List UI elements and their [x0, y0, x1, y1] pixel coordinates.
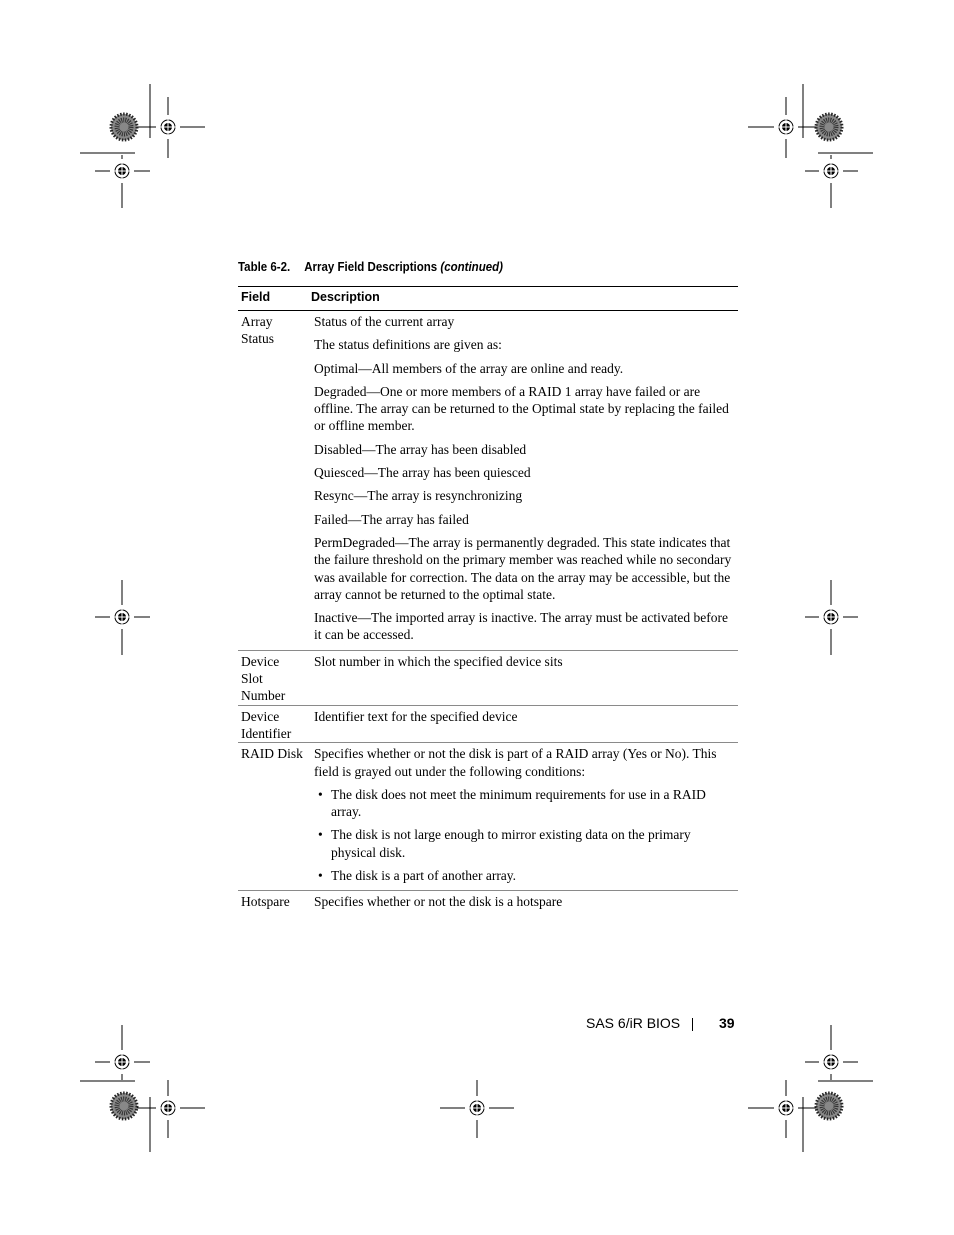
table-row	[238, 891, 738, 917]
description-paragraph	[314, 383, 735, 435]
table-row	[238, 705, 738, 743]
table-body	[238, 311, 738, 917]
field-name-line: Device	[241, 653, 280, 669]
description-text: —The imported array is inactive. The array must be activated before it can be accessed.	[314, 610, 728, 643]
description-cell	[308, 705, 738, 743]
description-paragraph	[314, 653, 735, 670]
field-name-line: Device	[241, 708, 280, 724]
status-term: Inactive	[314, 610, 358, 626]
condition-text: The disk is not large enough to mirror existing data on the primary physical disk.	[331, 827, 691, 860]
field-name-line: Status	[241, 331, 275, 347]
status-term: Degraded	[314, 383, 367, 399]
description-text: Identifier text for the specified device	[314, 708, 518, 724]
condition-list-item	[314, 786, 735, 821]
description-paragraph	[314, 464, 735, 481]
page-number: 39	[719, 1015, 735, 1031]
table-header-row	[238, 287, 738, 311]
table-row	[238, 311, 738, 651]
status-term: PermDegraded	[314, 534, 395, 550]
description-text: —The array has failed	[347, 511, 469, 527]
description-text: —One or more members of a RAID 1 array have failed or are offline. The array can be returned to the Optimal state by replacing the failed or offline member.	[314, 383, 729, 434]
description-text: —The array has been quiesced	[364, 465, 531, 481]
description-cell	[308, 891, 738, 917]
status-term: Failed	[314, 511, 348, 527]
condition-list-item	[314, 867, 735, 884]
condition-text: The disk does not meet the minimum requirements for use in a RAID array.	[331, 786, 706, 820]
field-cell	[238, 743, 308, 891]
field-name-line: Hotspare	[241, 894, 290, 910]
table-continued-label: (continued)	[440, 260, 503, 274]
table-row	[238, 743, 738, 891]
description-text: Specifies whether or not the disk is part of a RAID array (Yes or No). This field is grayed out under the following conditions:	[314, 746, 717, 779]
status-term: Quiesced	[314, 465, 365, 481]
description-paragraph	[314, 313, 735, 330]
description-text: Status of the current array	[314, 314, 455, 329]
condition-text: The disk is a part of another array.	[331, 868, 517, 884]
description-paragraph	[314, 360, 735, 377]
table-row	[238, 650, 738, 705]
description-paragraph	[314, 745, 735, 780]
footer-separator	[692, 1018, 693, 1031]
field-cell	[238, 891, 308, 917]
description-paragraph	[314, 708, 735, 725]
description-cell	[308, 743, 738, 891]
description-paragraph	[314, 534, 735, 603]
bullet-icon: •	[318, 868, 323, 884]
description-text: Specifies whether or not the disk is a hotspare	[314, 894, 563, 910]
field-descriptions-table	[238, 286, 738, 917]
table-number: Table 6-2.	[238, 260, 291, 274]
field-name-line: RAID Disk	[241, 746, 303, 762]
status-term: Optimal	[314, 360, 359, 376]
table-caption	[238, 260, 503, 274]
description-cell	[308, 311, 738, 651]
table-title: Array Field Descriptions	[304, 260, 438, 274]
bullet-icon: •	[318, 786, 323, 802]
description-text: —The array has been disabled	[362, 441, 527, 457]
field-cell	[238, 705, 308, 743]
description-text: The status definitions are given as:	[314, 337, 502, 353]
condition-list-item	[314, 826, 735, 861]
condition-list	[314, 786, 735, 884]
description-paragraph	[314, 441, 735, 458]
bullet-icon: •	[318, 827, 323, 843]
description-text: —The array is permanently degraded. This state indicates that the failure threshold on the primary member was reached while no secondary was available for correction. The data on the array may be accessible, but the array cannot be returned to the optimal state.	[314, 534, 732, 602]
field-cell	[238, 311, 308, 651]
field-name-line: Slot	[241, 671, 263, 687]
header-field: Field	[238, 287, 308, 311]
status-term: Resync	[314, 488, 354, 504]
header-description: Description	[308, 287, 738, 311]
field-name-line: Number	[241, 688, 286, 704]
description-paragraph	[314, 609, 735, 644]
description-text: —All members of the array are online and ready.	[358, 360, 624, 376]
description-text: —The array is resynchronizing	[353, 488, 523, 504]
description-text: Slot number in which the specified device sits	[314, 653, 563, 669]
status-term: Disabled	[314, 441, 362, 457]
description-paragraph	[314, 487, 735, 504]
description-paragraph	[314, 336, 735, 353]
description-paragraph	[314, 893, 735, 910]
field-cell	[238, 650, 308, 705]
description-paragraph	[314, 511, 735, 528]
field-name-line: Identifier	[241, 725, 292, 741]
running-footer-title: SAS 6/iR BIOS	[586, 1015, 681, 1031]
field-name-line: Array	[241, 314, 273, 329]
description-cell	[308, 650, 738, 705]
